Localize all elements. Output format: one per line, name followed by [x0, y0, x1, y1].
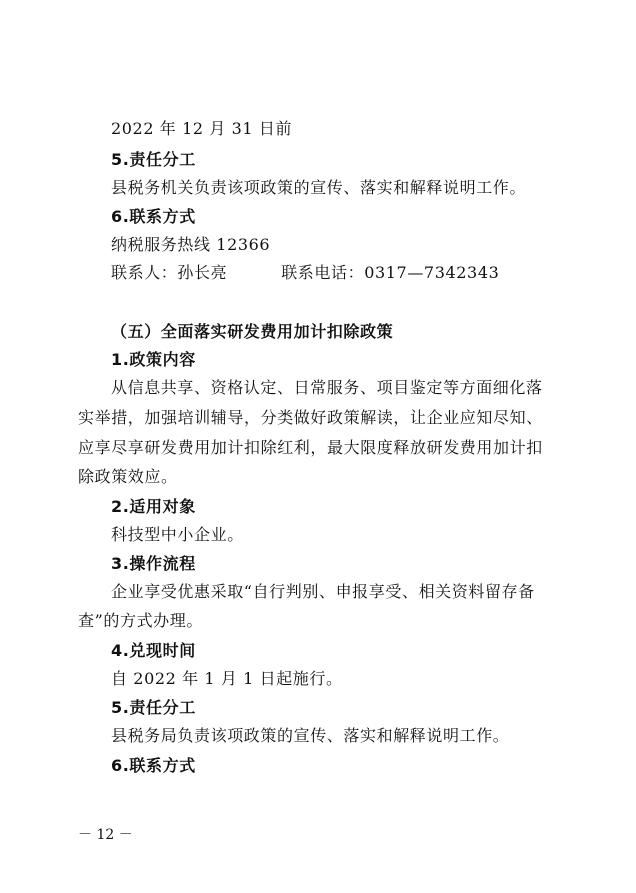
responsibility-heading: 5.责任分工 — [111, 150, 196, 169]
time-heading: 4.兑现时间 — [111, 641, 196, 660]
policy-content-line: 实举措，加强培训辅导，分类做好政策解读，让企业应知尽知、 — [78, 408, 543, 427]
scope-heading: 2.适用对象 — [111, 497, 196, 516]
policy-content-line: 应享尽享研发费用加计扣除红利，最大限度释放研发费用加计扣 — [78, 438, 543, 457]
responsibility-text-2: 县税务局负责该项政策的宣传、落实和解释说明工作。 — [111, 726, 510, 745]
process-heading: 3.操作流程 — [111, 554, 196, 573]
hotline-text: 纳税服务热线 12366 — [111, 235, 271, 254]
deadline-text: 2022 年 12 月 31 日前 — [111, 119, 293, 138]
contact-heading: 6.联系方式 — [111, 207, 196, 226]
policy-content-line: 除政策效应。 — [78, 467, 178, 486]
process-line: 查”的方式办理。 — [78, 611, 203, 630]
contact-person: 联系人：孙长亮 — [111, 263, 228, 282]
contact-heading-2: 6.联系方式 — [111, 756, 196, 775]
contact-phone: 联系电话：0317—7342343 — [281, 263, 500, 282]
scope-text: 科技型中小企业。 — [111, 525, 244, 544]
time-text: 自 2022 年 1 月 1 日起施行。 — [111, 669, 343, 688]
contact-line — [111, 263, 499, 283]
policy-content-line: 从信息共享、资格认定、日常服务、项目鉴定等方面细化落 — [111, 378, 543, 397]
page-number: － 12 － — [78, 827, 133, 843]
policy-content-heading: 1.政策内容 — [111, 350, 196, 369]
responsibility-heading-2: 5.责任分工 — [111, 698, 196, 717]
process-line: 企业享受优惠采取“自行判别、申报享受、相关资料留存备 — [111, 582, 535, 601]
section-title: （五）全面落实研发费用加计扣除政策 — [111, 322, 394, 341]
responsibility-text: 县税务机关负责该项政策的宣传、落实和解释说明工作。 — [111, 178, 527, 197]
